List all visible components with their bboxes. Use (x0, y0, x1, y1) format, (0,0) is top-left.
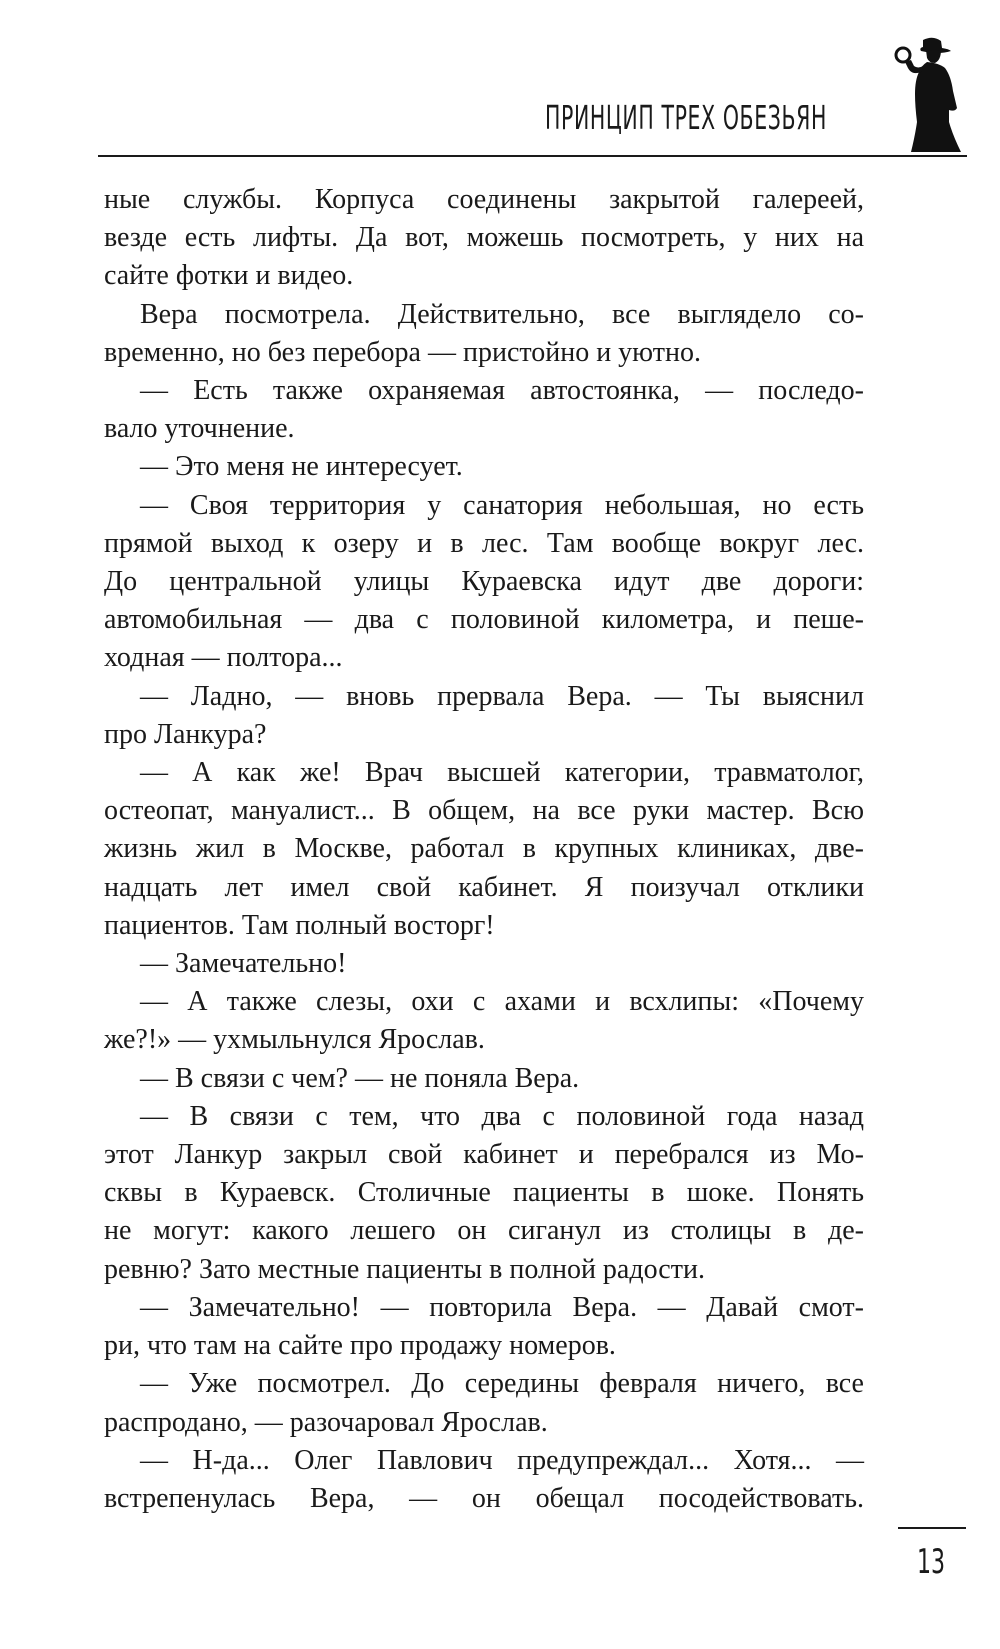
text-line: надцать лет имел свой кабинет. Я поизучал отклики (104, 871, 864, 903)
text-line: распродано, — разочаровал Ярослав. (104, 1406, 548, 1438)
text-line: — Своя территория у санатория небольшая, но есть (140, 489, 864, 521)
text-line: же?!» — ухмыльнулся Ярослав. (104, 1024, 485, 1056)
text-line: вало уточнение. (104, 413, 295, 445)
text-line: ри, что там на сайте про продажу номеров. (104, 1330, 616, 1362)
text-line: ревню? Зато местные пациенты в полной радости. (104, 1253, 705, 1285)
text-line: — А также слезы, охи с ахами и всхлипы: «Почему (140, 986, 864, 1018)
text-line: сквы в Кураевск. Столичные пациенты в шоке. Понять (104, 1177, 864, 1209)
text-line: этот Ланкур закрыл свой кабинет и перебрался из Мо- (104, 1139, 864, 1171)
text-line: ходная — полтора... (104, 642, 343, 674)
text-line: — Ладно, — вновь прервала Вера. — Ты выяснил (140, 680, 864, 712)
text-line: — Есть также охраняемая автостоянка, — последо- (140, 375, 864, 407)
text-line: везде есть лифты. Да вот, можешь посмотреть, у них на (104, 222, 864, 254)
text-line: — В связи с тем, что два с половиной года назад (140, 1100, 864, 1132)
body-text (104, 181, 864, 1518)
text-line: — Уже посмотрел. До середины февраля ничего, все (140, 1368, 864, 1400)
text-line: прямой выход к озеру и в лес. Там вообще вокруг лес. (104, 527, 864, 559)
text-line: — Н-да... Олег Павлович предупреждал... Хотя... — (140, 1444, 864, 1476)
text-line: жизнь жил в Москве, работал в крупных клиниках, две- (104, 833, 864, 865)
text-line: не могут: какого лешего он сиганул из столицы в де- (104, 1215, 864, 1247)
text-line: временно, но без перебора — пристойно и уютно. (104, 336, 701, 368)
text-line: — Замечательно! — повторила Вера. — Давай смот- (140, 1291, 864, 1323)
header-rule (98, 155, 967, 157)
text-line: про Ланкура? (104, 718, 267, 750)
text-line: — Замечательно! (140, 948, 347, 980)
text-line: пациентов. Там полный восторг! (104, 909, 495, 941)
text-line: остеопат, мануалист... В общем, на все руки мастер. Всю (104, 795, 864, 827)
text-line: — Это меня не интересует. (140, 451, 463, 483)
page-number: 13 (917, 1542, 946, 1582)
text-line: Вера посмотрела. Действительно, все выглядело со- (140, 298, 864, 330)
footer-rule (898, 1527, 966, 1529)
detective-silhouette-icon (893, 36, 965, 154)
running-header-title: ПРИНЦИП ТРЕХ ОБЕЗЬЯН (545, 98, 828, 137)
text-line: сайте фотки и видео. (104, 260, 354, 292)
text-line: встрепенулась Вера, — он обещал посодействовать. (104, 1482, 864, 1514)
text-line: автомобильная — два с половиной километра, и пеше- (104, 604, 864, 636)
text-line: — В связи с чем? — не поняла Вера. (140, 1062, 580, 1094)
text-line: — А как же! Врач высшей категории, травматолог, (140, 757, 864, 789)
text-line: До центральной улицы Кураевска идут две дороги: (104, 566, 864, 598)
text-line: ные службы. Корпуса соединены закрытой галереей, (104, 184, 864, 215)
